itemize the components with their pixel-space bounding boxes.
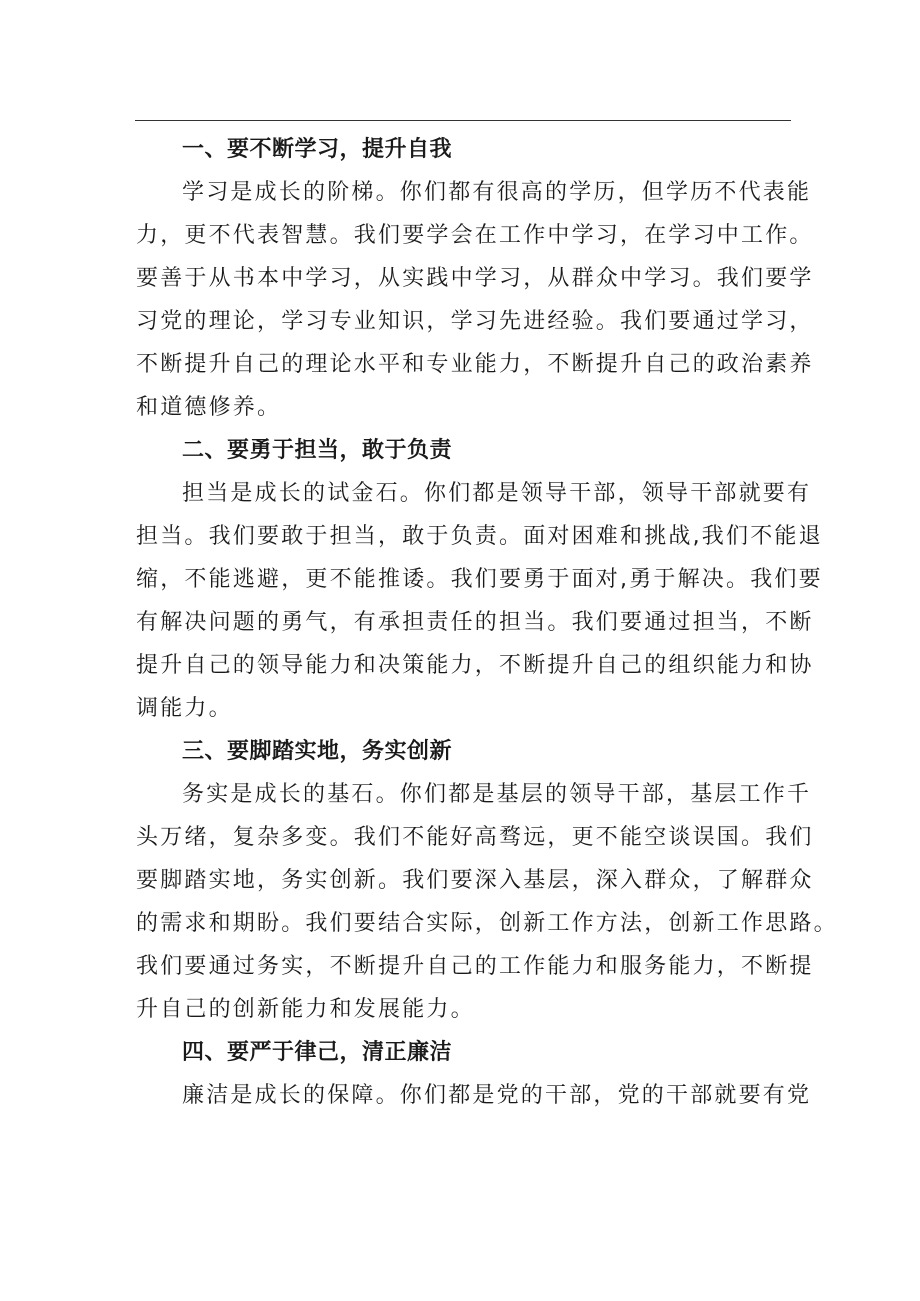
paragraph-line: 调能力。	[136, 696, 233, 721]
section-paragraph-1	[136, 171, 814, 429]
section-paragraph-2	[136, 472, 823, 730]
header-rule	[135, 120, 791, 121]
paragraph-line: 头万绪，复杂多变。我们不能好高骛远，更不能空谈误国。我们	[136, 825, 814, 850]
paragraph-line: 力，更不代表智慧。我们要学会在工作中学习，在学习中工作。	[136, 223, 814, 248]
paragraph-line: 不断提升自己的理论水平和专业能力，不断提升自己的政治素养	[136, 352, 814, 377]
paragraph-line: 务实是成长的基石。你们都是基层的领导干部，基层工作千	[182, 782, 812, 807]
paragraph-line: 缩，不能逃避，更不能推诿。我们要勇于面对,勇于解决。我们要	[136, 567, 823, 592]
paragraph-line: 学习是成长的阶梯。你们都有很高的学历，但学历不代表能	[182, 180, 812, 205]
section-paragraph-3	[136, 773, 838, 1031]
paragraph-line: 我们要通过务实，不断提升自己的工作能力和服务能力，不断提	[136, 954, 814, 979]
paragraph-line: 和道德修养。	[136, 395, 282, 420]
section-heading-3: 三、要脚踏实地，务实创新	[182, 739, 453, 764]
document-body	[136, 128, 838, 1117]
paragraph-line: 担当是成长的试金石。你们都是领导干部，领导干部就要有	[182, 481, 812, 506]
paragraph-line: 廉洁是成长的保障。你们都是党的干部，党的干部就要有党	[182, 1083, 812, 1108]
paragraph-line: 有解决问题的勇气，有承担责任的担当。我们要通过担当，不断	[136, 610, 814, 635]
paragraph-line: 的需求和期盼。我们要结合实际，创新工作方法，创新工作思路。	[136, 911, 838, 936]
paragraph-line: 要脚踏实地，务实创新。我们要深入基层，深入群众，了解群众	[136, 868, 814, 893]
paragraph-line: 担当。我们要敢于担当，敢于负责。面对困难和挑战,我们不能退	[136, 524, 823, 549]
section-paragraph-4	[136, 1074, 812, 1117]
paragraph-line: 习党的理论，学习专业知识，学习先进经验。我们要通过学习，	[136, 309, 814, 334]
paragraph-line: 提升自己的领导能力和决策能力，不断提升自己的组织能力和协	[136, 653, 814, 678]
section-heading-2: 二、要勇于担当，敢于负责	[182, 438, 453, 463]
paragraph-line: 升自己的创新能力和发展能力。	[136, 997, 475, 1022]
section-heading-4: 四、要严于律己，清正廉洁	[182, 1040, 453, 1065]
paragraph-line: 要善于从书本中学习，从实践中学习，从群众中学习。我们要学	[136, 266, 814, 291]
section-heading-1: 一、要不断学习，提升自我	[182, 137, 453, 162]
